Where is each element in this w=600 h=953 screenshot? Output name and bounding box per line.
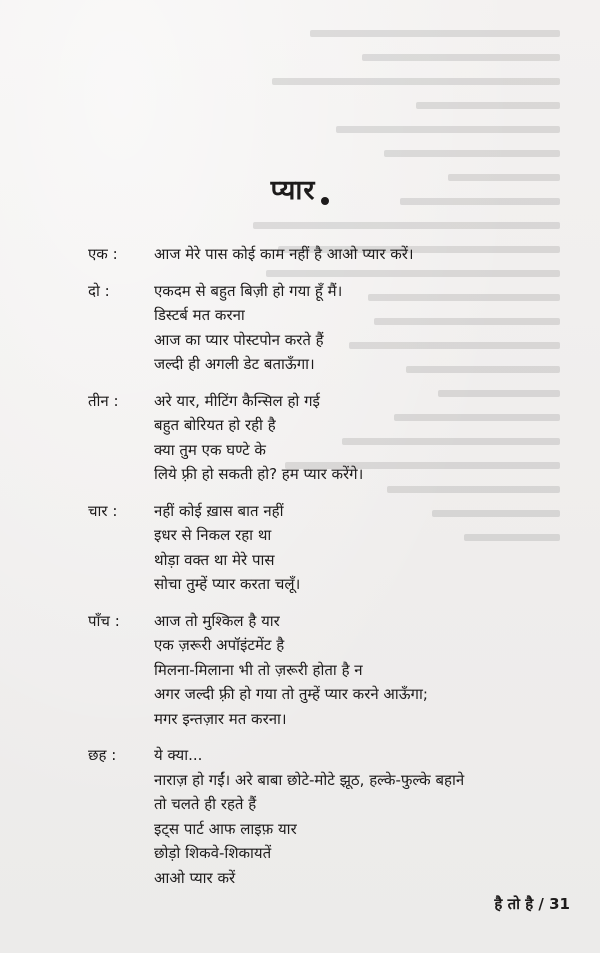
- poem-line: आज का प्यार पोस्टपोन करते हैं: [154, 330, 324, 349]
- stanza-label: दो :: [88, 281, 110, 300]
- stanza-1: [88, 242, 548, 267]
- poem-line: इट्स पार्ट आफ लाइफ़ यार: [154, 819, 297, 838]
- poem-line: ये क्या...: [154, 746, 203, 764]
- poem-line: आओ प्यार करें: [154, 868, 236, 887]
- page-footer: है तो है / 31: [494, 895, 570, 913]
- stanza-2: [88, 279, 548, 377]
- poem-line: लिये फ़्री हो सकती हो? हम प्यार करेंगे।: [154, 465, 364, 483]
- poem-line: आज तो मुश्किल है यार: [154, 611, 280, 630]
- poem-line: डिस्टर्ब मत करना: [154, 306, 245, 324]
- poem-line: मिलना-मिलाना भी तो ज़रूरी होता है न: [154, 660, 363, 679]
- poem-title-text: प्यार: [270, 175, 316, 206]
- stanza-label: एक :: [88, 245, 118, 263]
- title-ornament-dot: [321, 197, 329, 205]
- stanza-5: [88, 609, 548, 732]
- stanza-6: [88, 743, 548, 890]
- poem-line: थोड़ा वक्त था मेरे पास: [154, 550, 275, 569]
- poem-line: क्या तुम एक घण्टे के: [154, 440, 266, 459]
- stanza-label: छह :: [88, 746, 117, 764]
- stanza-3: [88, 389, 548, 487]
- poem-body: [88, 242, 548, 902]
- stanza-4: [88, 499, 548, 597]
- poem-line: इधर से निकल रहा था: [154, 526, 272, 544]
- poem-line: जल्दी ही अगली डेट बताऊँगा।: [154, 355, 315, 373]
- poem-title: [0, 170, 600, 207]
- stanza-label: पाँच :: [88, 611, 120, 630]
- poem-line: छोड़ो शिकवे-शिकायतें: [154, 844, 272, 862]
- poem-line: अगर जल्दी फ़्री हो गया तो तुम्हें प्यार करने आऊँगा;: [154, 685, 428, 703]
- poem-line: नहीं कोई ख़ास बात नहीं: [154, 501, 284, 520]
- poem-line: अरे यार, मीटिंग कैन्सिल हो गई: [154, 391, 320, 410]
- poem-line: एकदम से बहुत बिज़ी हो गया हूँ मैं।: [154, 281, 343, 300]
- poem-line: आज मेरे पास कोई काम नहीं है आओ प्यार करें।: [154, 245, 414, 263]
- poem-line: नाराज़ हो गईं। अरे बाबा छोटे-मोटे झूठ, हल्के-फुल्के बहाने: [154, 770, 465, 789]
- poem-line: मगर इन्तज़ार मत करना।: [154, 709, 287, 728]
- stanza-label: चार :: [88, 501, 118, 520]
- poem-line: बहुत बोरियत हो रही है: [154, 416, 276, 434]
- stanza-label: तीन :: [88, 391, 119, 410]
- poem-line: एक ज़रूरी अपॉइंटमेंट है: [154, 636, 285, 654]
- poem-line: सोचा तुम्हें प्यार करता चलूँ।: [154, 575, 301, 593]
- poem-line: तो चलते ही रहते हैं: [154, 795, 257, 813]
